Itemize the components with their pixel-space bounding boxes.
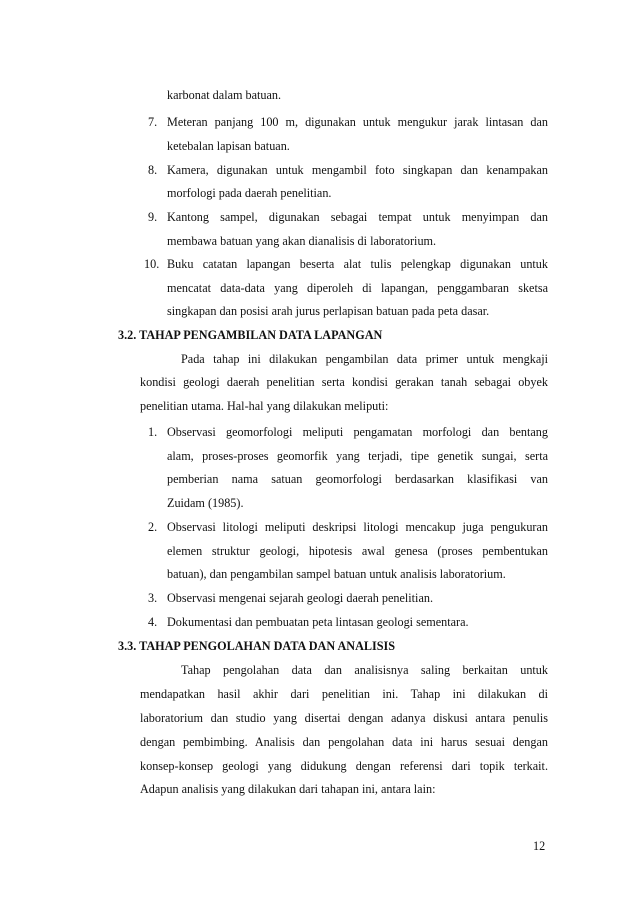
list-item-number: 4.	[148, 615, 158, 629]
list-item-number: 10.	[144, 257, 160, 271]
paragraph-line: kondisi geologi daerah penelitian serta kondisi gerakan tanah sebagai obyek	[140, 375, 548, 389]
list-item-line: alam, proses-proses geomorfik yang terjadi, tipe genetik sungai, serta	[167, 449, 548, 463]
list-item-number: 7.	[148, 115, 158, 129]
paragraph-line: dengan pembimbing. Analisis dan pengolahan data ini harus sesuai dengan	[140, 735, 548, 749]
page-number: 12	[533, 839, 546, 853]
list-item-line: Kamera, digunakan untuk mengambil foto singkapan dan kenampakan	[167, 163, 548, 177]
list-item-line: Zuidam (1985).	[167, 496, 244, 510]
list-item-number: 1.	[148, 425, 158, 439]
paragraph-line: mendapatkan hasil akhir dari penelitian ini. Tahap ini dilakukan di	[140, 687, 548, 701]
paragraph-line: laboratorium dan studio yang disertai dengan adanya diskusi antara penulis	[140, 711, 548, 725]
list-item-line: Observasi litologi meliputi deskripsi litologi mencakup juga pengukuran	[167, 520, 548, 534]
list-item-line: Observasi mengenai sejarah geologi daerah penelitian.	[167, 591, 433, 605]
section-heading: 3.2. TAHAP PENGAMBILAN DATA LAPANGAN	[118, 328, 383, 342]
list-item-line: morfologi pada daerah penelitian.	[167, 186, 332, 200]
paragraph-line: Adapun analisis yang dilakukan dari tahapan ini, antara lain:	[140, 782, 436, 796]
list-item-number: 8.	[148, 163, 158, 177]
paragraph-line: konsep-konsep geologi yang didukung dengan referensi dari topik terkait.	[140, 759, 548, 773]
paragraph-line: Pada tahap ini dilakukan pengambilan data primer untuk mengkaji	[181, 352, 548, 366]
list-item-line: Meteran panjang 100 m, digunakan untuk mengukur jarak lintasan dan	[167, 115, 548, 129]
list-item-line: Kantong sampel, digunakan sebagai tempat untuk menyimpan dan	[167, 210, 548, 224]
list-item-number: 3.	[148, 591, 158, 605]
list-item-line: ketebalan lapisan batuan.	[167, 139, 290, 153]
paragraph-line: penelitian utama. Hal-hal yang dilakukan meliputi:	[140, 399, 389, 413]
list-item-line: Buku catatan lapangan beserta alat tulis pelengkap digunakan untuk	[167, 257, 548, 271]
paragraph-line: Tahap pengolahan data dan analisisnya saling berkaitan untuk	[181, 663, 548, 677]
list-item-line: batuan), dan pengambilan sampel batuan untuk analisis laboratorium.	[167, 567, 506, 581]
list-item-line: pemberian nama satuan geomorfologi berdasarkan klasifikasi van	[167, 472, 548, 486]
list-item-line: Dokumentasi dan pembuatan peta lintasan geologi sementara.	[167, 615, 469, 629]
list-item-number: 9.	[148, 210, 158, 224]
list-item-line: membawa batuan yang akan dianalisis di laboratorium.	[167, 234, 437, 248]
list-item-line: singkapan dan posisi arah jurus perlapisan batuan pada peta dasar.	[167, 304, 490, 318]
list-item-continuation: karbonat dalam batuan.	[167, 88, 282, 102]
list-item-line: elemen struktur geologi, hipotesis awal genesa (proses pembentukan	[167, 544, 548, 558]
list-item-number: 2.	[148, 520, 158, 534]
section-heading: 3.3. TAHAP PENGOLAHAN DATA DAN ANALISIS	[118, 639, 396, 653]
list-item-line: Observasi geomorfologi meliputi pengamatan morfologi dan bentang	[167, 425, 548, 439]
list-item-line: mencatat data-data yang diperoleh di lapangan, penggambaran sketsa	[167, 281, 548, 295]
